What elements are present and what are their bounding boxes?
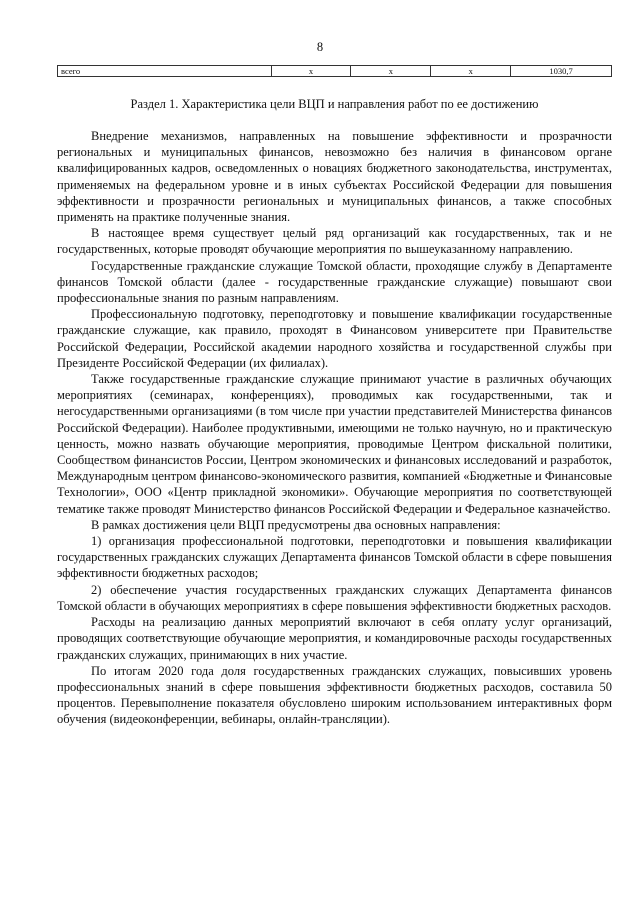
document-body (57, 128, 612, 728)
paragraph: В рамках достижения цели ВЦП предусмотрены два основных направления: (91, 517, 501, 532)
paragraph: По итогам 2020 года доля государственных гражданских служащих, повысивших уровень профессиональных знаний в сфере повышения эффективности бюджетных расходов, составила 50 процентов. Перевыполнение показателя обусловлено широким использованием интерактивных форм обучения (видеоконференции, вебинары, онлайн-трансляции). (57, 663, 612, 727)
section-title: Раздел 1. Характеристика цели ВЦП и направления работ по ее достижению (130, 97, 539, 111)
paragraph: Также государственные гражданские служащие принимают участие в различных обучающих мероприятиях (семинарах, конференциях), проводимых как государственными, так и негосударственными организациями (в том числе при участии представителей Министерства финансов Российской Федерации). Наиболее продуктивными, имеющими не только научную, но и практическую ценность, можно назвать обучающие мероприятия, проводимые Центром фискальной политики, Сообществом финансистов России, Центром экономических и финансовых исследований и разработок, Международным центром финансово-экономического развития, компанией «Бюджетные и Финансовые Технологии», ООО «Центр прикладной экономики». Обучающие мероприятия по соответствующей тематике также проводят Министерство финансов Российской Федерации и Федеральное казначейство. (57, 372, 612, 516)
table-cell-total: 1030,7 (511, 66, 612, 77)
table-row (58, 66, 612, 77)
table-cell-label: всего (58, 66, 272, 77)
paragraph: 2) обеспечение участия государственных гражданских служащих Департамента финансов Томской области в обучающих мероприятиях в сфере повышения эффективности бюджетных расходов. (57, 582, 612, 613)
paragraph: Расходы на реализацию данных мероприятий включают в себя оплату услуг организаций, проводящих соответствующие обучающие мероприятия, и командировочные расходы государственных гражданских служащих, принимающих в них участие. (57, 615, 612, 662)
summary-table (57, 65, 612, 77)
table-cell: х (271, 66, 351, 77)
page-number: 8 (316, 40, 324, 54)
paragraph: Профессиональную подготовку, переподготовку и повышение квалификации государственные гражданские служащие, как правило, проходят в Финансовом университете при Правительстве Российской Федерации, Российской академии народного хозяйства и государственной службы при Президенте Российской Федерации (их филиалах). (57, 307, 612, 370)
table-cell: х (351, 66, 431, 77)
paragraph: Государственные гражданские служащие Томской области, проходящие службу в Департаменте финансов Томской области (далее - государственные гражданские служащие) повышают свои профессиональные знания по разным направлениям. (57, 258, 612, 306)
table-cell: х (431, 66, 511, 77)
paragraph: 1) организация профессиональной подготовки, переподготовки и повышения квалификации государственных гражданских служащих Департамента финансов Томской области в сфере повышения эффективности бюджетных расходов; (57, 534, 612, 581)
paragraph: В настоящее время существует целый ряд организаций как государственных, так и не государственных, которые проводят обучающие мероприятия по вышеуказанному направлению. (57, 226, 612, 257)
paragraph: Внедрение механизмов, направленных на повышение эффективности и прозрачности региональных и муниципальных финансов, невозможно без наличия в финансовом органе квалифицированных кадров, осведомленных о новациях бюджетного законодательства, инструментах, применяемых на федеральном уровне и в иных субъектах Российской Федерации для повышения эффективности и прозрачности региональных и муниципальных финансов, а также способных применять на практике полученные знания. (57, 129, 612, 225)
